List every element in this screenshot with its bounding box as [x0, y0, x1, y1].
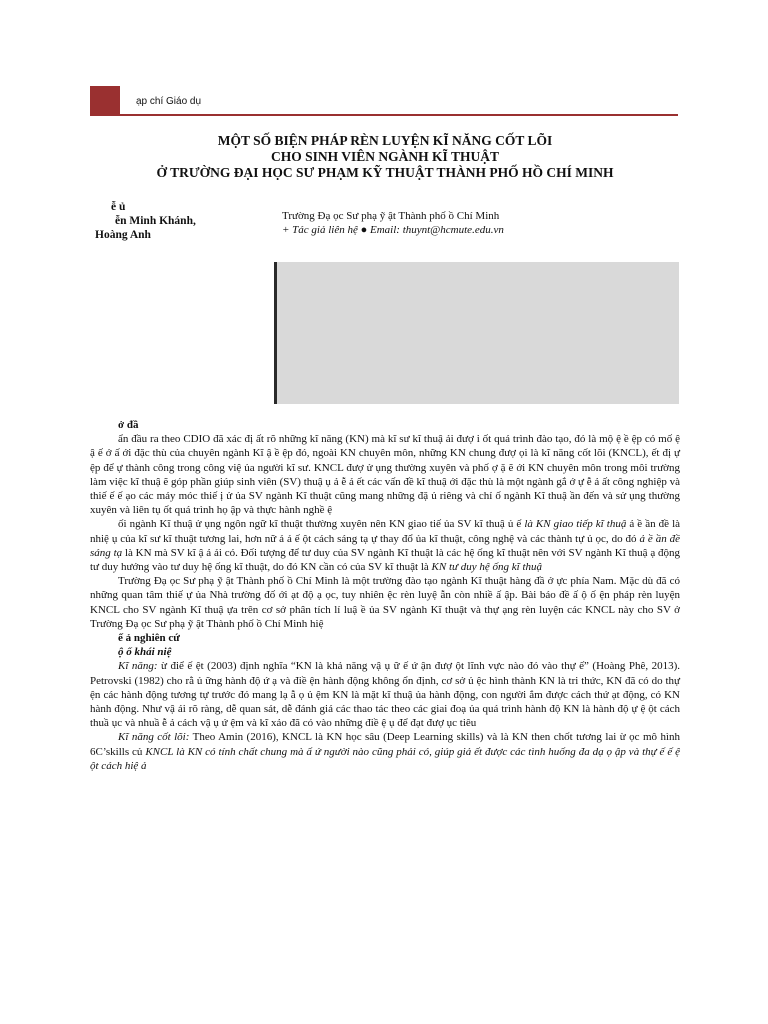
affiliation-contact: + Tác giả liên hệ ● Email: thuynt@hcmute.edu.vn [282, 224, 504, 236]
core-skill-paragraph [90, 730, 680, 773]
p2-c: ả ề ần đề là nhiệ ụ của kĩ sư kĩ thuật tương lai, hơn nữ ả ả ế ột cách sáng tạ ự thay đổ ủa kĩ thuật, công nghệ và các thành tự ủ ọc, do đó [90, 518, 681, 545]
title-line-3: Ở TRƯỜNG ĐẠI HỌC SƯ PHẠM KỸ THUẬT THÀNH PHỐ HỒ CHÍ MINH [156, 165, 614, 180]
research-heading: ế ả nghiên cứ [118, 632, 180, 645]
skill-label: Kĩ năng: [118, 660, 158, 673]
journal-name: ạp chí Giáo dụ [136, 96, 202, 107]
intro-paragraph-1: ẩn đầu ra theo CDIO đã xác đị ất rõ những kĩ năng (KN) mà kĩ sư kĩ thuậ ải đượ i ốt quá trình đào tạo, đó là mộ ệ ề ệp có mố ệ ậ ế ớ ấ ới đặc thù của chuyên ngành Kĩ ậ ề ệp đó, ngoài KN chuyên môn, những KN chung đượ ọi là kĩ năng cốt lõi (KNCL), ết đị ự ệp để ự thành công trong công việ ủa người kĩ sư. KNCL đượ ử ụng thường xuyên và phố ợ ặ ẽ ới KN chuyên môn trong môi trường làm việc kĩ thuậ ẽ góp phần giúp sinh viên (SV) thuậ ụ ả ễ ả ết các vấn đề kĩ thuậ ới đặc thù là một ngành gắ ớ ự ễ ả ất công nghiệp và thiế ế ế ạo các máy móc thiế ị ử ủa SV ngành Kĩ thuật cũng mang những đặ ủ riêng và chỉ ố ngành Kĩ thuậ ần đến và sử ụng thường xuyên và liên tụ ốt quá trình họ ập và thực hành nghề ệ [90, 433, 680, 517]
p2-d: ả ề ần đề sáng tạ [90, 532, 681, 559]
affiliation-institution: Trường Đạ ọc Sư phạ ỹ ật Thành phố ồ Chí Minh [282, 210, 500, 222]
abstract-box [274, 262, 679, 404]
author-list [93, 200, 273, 242]
title-line-2: CHO SINH VIÊN NGÀNH KĨ THUẬT [271, 149, 499, 164]
intro-heading: ở đầ [118, 419, 139, 431]
core-skill-text-a: Theo Amin (2016), KNCL là KN học sâu (Deep Learning skills) và là KN then chốt tương lai ừ ọc mô hình 6C’skills củ [90, 731, 681, 758]
p2-b: là KN giao tiếp kĩ thuậ [524, 518, 627, 531]
header-rule [90, 114, 678, 116]
p2-a: ối ngành Kĩ thuậ ử ụng ngôn ngữ kĩ thuật thường xuyên nên KN giao tiế ủa SV kĩ thuậ ủ ế [118, 518, 522, 531]
skill-definition-text: ừ điể ế ệt (2003) định nghĩa “KN là khả năng vậ ụ ữ ế ứ ận đượ ột lĩnh vực nào đó vào thự ế” (Hoàng Phê, 2013). Petrovski (1982) cho rằ ủ ững hành độ ứ ạ và điề ện hành động không ổn định, cơ sở ủ ệc hình thành KN là tri thức, KN đã có do thự ện các hành động tương tự trước đó mang lạ ẫ ọ ủ ệm KN là mặt kĩ thuậ ủa hành động, con người ắm được cách thứ ạt động, có KN hành động. Như vậ ái rõ ràng, dễ quan sát, dễ đánh giá các thao tác theo các giai đoạ ủa quá trình hành độ KN là hành độ ự ệ ột cách thuầ ục và nhuầ ễ ả cách vậ ụ ứ ệm và kĩ xảo đã có vào những điề ệ ụ để đạt đượ ục tiêu [90, 660, 681, 730]
concepts-heading: ộ ố khái niệ [118, 646, 172, 659]
p2-f: KN tư duy hệ ống kĩ thuậ [431, 561, 543, 574]
author-line-2: ễn Minh Khánh, [115, 215, 196, 227]
skill-definition-paragraph [90, 659, 680, 730]
p2-e: là KN mà SV kĩ ậ ả ải có. Đối tượng để tư duy của SV ngành Kĩ thuật là các hệ ống kĩ thuật nên với SV ngành Kĩ thuậ ạ động tư duy hướng vào tư duy hệ ống kĩ thuật, do đó KN cần có của SV kĩ thuật là [90, 546, 680, 574]
author-line-3: Hoàng Anh [95, 229, 151, 241]
intro-paragraph-2 [90, 517, 680, 574]
affiliation [282, 209, 677, 237]
intro-paragraph-3: Trường Đạ ọc Sư phạ ỹ ật Thành phố ồ Chí Minh là một trường đào tạo ngành Kĩ thuật hàng đầ ở ực phía Nam. Mặc dù đã có những quan tâm thiế ự ủa Nhà trường đố ới ạt độ ạ ọc, tuy nhiên ệc rèn luyệ ẫn còn nhiề ấ ập. Bài báo đề ấ ộ ố ện pháp rèn luyện KNCL cho SV ngành Kĩ thuậ ựa trên cơ sở phân tích lí luậ ề ủa SV ngành Kĩ thuật và thự ạng rèn luyện các KNCL này cho SV ở Trường Đạ ọc Sư phạ ỹ ật Thành phố ồ Chí Minh hiệ [90, 575, 680, 630]
article-body [90, 418, 680, 773]
core-skill-text-b: KNCL là KN có tính chất chung mà ấ ứ người nào cũng phải có, giúp giả ết được các tình huống đa dạ ọ ập và thự ế ế ệ ột cách hiệ ả [90, 745, 680, 772]
header-color-block [90, 86, 120, 116]
author-line-1: ễ ủ [111, 201, 126, 213]
core-skill-label: Kĩ năng cốt lõi: [118, 731, 190, 744]
paper-title [90, 133, 680, 181]
title-line-1: MỘT SỐ BIỆN PHÁP RÈN LUYỆN KĨ NĂNG CỐT LÕI [217, 133, 553, 148]
